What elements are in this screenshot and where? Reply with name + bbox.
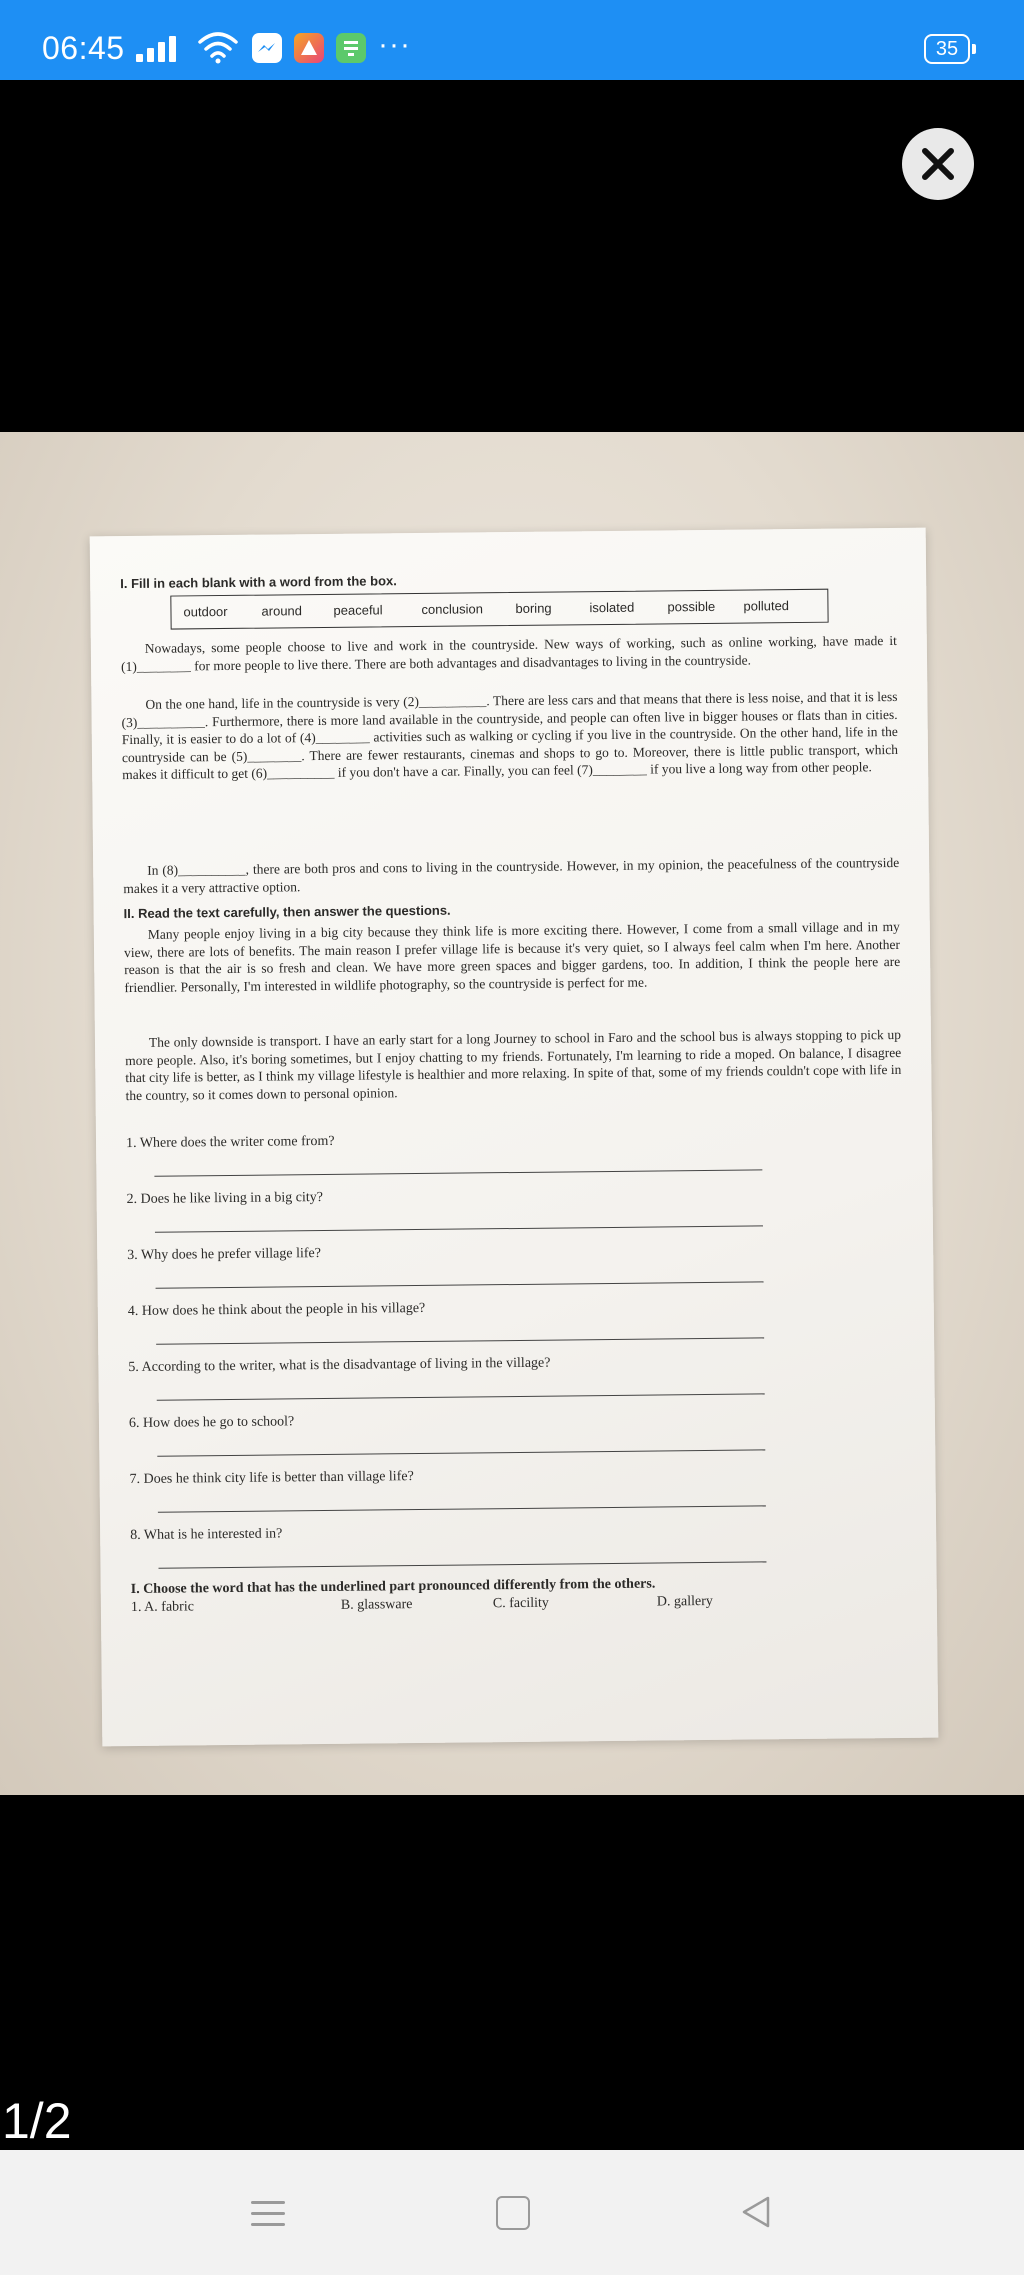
word-box-item: conclusion (421, 601, 483, 617)
answer-line (155, 1225, 763, 1232)
home-icon[interactable] (496, 2196, 530, 2230)
word-box-item: boring (515, 600, 552, 616)
close-button[interactable] (902, 128, 974, 200)
section3-heading: I. Choose the word that has the underlined part pronounced differently from the others. (130, 1576, 656, 1598)
back-icon[interactable] (738, 2194, 774, 2230)
close-icon (920, 146, 956, 182)
question: 2. Does he like living in a big city? (126, 1190, 324, 1208)
page-counter: 1/2 (2, 2093, 72, 2149)
answer-line (158, 1561, 766, 1568)
menu-icon[interactable] (251, 2197, 285, 2231)
app-icon (294, 33, 324, 63)
option: 1. A. fabric (130, 1599, 194, 1616)
word-box-item: around (261, 603, 303, 619)
worksheet-paper (90, 528, 939, 1747)
question: 7. Does he think city life is better than village life? (129, 1469, 414, 1488)
messenger-icon (252, 33, 282, 63)
question: 1. Where does the writer come from? (125, 1133, 335, 1152)
section1-paragraph: Nowadays, some people choose to live and work in the countryside. New ways of working, such as online working, have made it (1)________ for more people to live there. There are both advantages and disadvantages to living in the countryside. (120, 632, 897, 674)
answer-line (158, 1505, 766, 1512)
word-box (170, 589, 828, 630)
clock: 06:45 (42, 30, 125, 66)
answer-line (154, 1169, 762, 1176)
word-box-item: possible (667, 598, 716, 615)
status-bar (0, 0, 1024, 80)
more-notifications: ··· (378, 28, 411, 61)
section2-heading: II. Read the text carefully, then answer the questions. (123, 902, 451, 922)
question: 5. According to the writer, what is the disadvantage of living in the village? (128, 1355, 551, 1376)
sms-icon (336, 33, 366, 63)
section1-heading: I. Fill in each blank with a word from the box. (120, 573, 397, 592)
answer-line (157, 1393, 765, 1400)
section1-paragraph: In (8)__________, there are both pros and cons to living in the countryside. However, in my opinion, the peacefulness of the countryside makes it a very attractive option. (123, 854, 900, 896)
section2-paragraph: Many people enjoy living in a big city because they think life is more exciting there. However, I come from a small village and in my view, there are lots of benefits. The main reason I prefer village life is because it's very quiet, so I always feel calm when I'm here. Another reason is that the air is so fresh and clean. We have more green spaces and bigger gardens, too. In addition, I think the people here are friendlier. Personally, I'm interested in wildlife photography, so the countryside is perfect for me. (123, 918, 901, 995)
question: 6. How does he go to school? (128, 1414, 295, 1432)
word-box-item: outdoor (183, 603, 228, 620)
worksheet-photo[interactable] (0, 432, 1024, 1795)
answer-line (157, 1449, 765, 1456)
option: B. glassware (340, 1597, 413, 1613)
battery-icon: 35 (924, 34, 970, 64)
word-box-item: polluted (743, 598, 790, 614)
signal-icon (136, 34, 182, 62)
section1-paragraph: On the one hand, life in the countryside is very (2)__________. There are less cars and that means that there is less noise, and that it is less (3)__________. Furthermore, there is more land available in the countryside, and people can often live in bigger houses or flats than in cities. Finally, it is easier to do a lot of (4)________ activities such as walking or cycling if you live in the countryside. On the other hand, life in the countryside can be (5)________. There are fewer restaurants, cinemas and shops to go to. Moreover, there is little public transport, which makes it difficult to get (6)__________ if you don't have a car. Finally, you can feel (7)________ if you live a long way from other people. (121, 688, 899, 783)
navigation-bar (0, 2150, 1024, 2275)
question: 4. How does he think about the people in his village? (127, 1300, 426, 1320)
question: 3. Why does he prefer village life? (127, 1246, 322, 1264)
answer-line (156, 1337, 764, 1344)
word-box-item: isolated (589, 599, 635, 616)
wifi-icon (198, 30, 238, 64)
word-box-item: peaceful (333, 602, 383, 618)
question: 8. What is he interested in? (130, 1526, 283, 1544)
option: C. facility (492, 1595, 549, 1612)
section2-paragraph: The only downside is transport. I have an early start for a long Journey to school in Faro and the school bus is always stopping to pick up more people. Also, it's boring sometimes, but I enjoy chatting to my friends. Fortunately, I'm learning to ride a moped. On balance, I disagree that city life is better, as I think my village lifestyle is healthier and more relaxing. In spite of that, some of my friends couldn't cope with life in the country, so it comes down to personal opinion. (125, 1026, 902, 1103)
answer-line (156, 1281, 764, 1288)
option: D. gallery (656, 1593, 713, 1610)
